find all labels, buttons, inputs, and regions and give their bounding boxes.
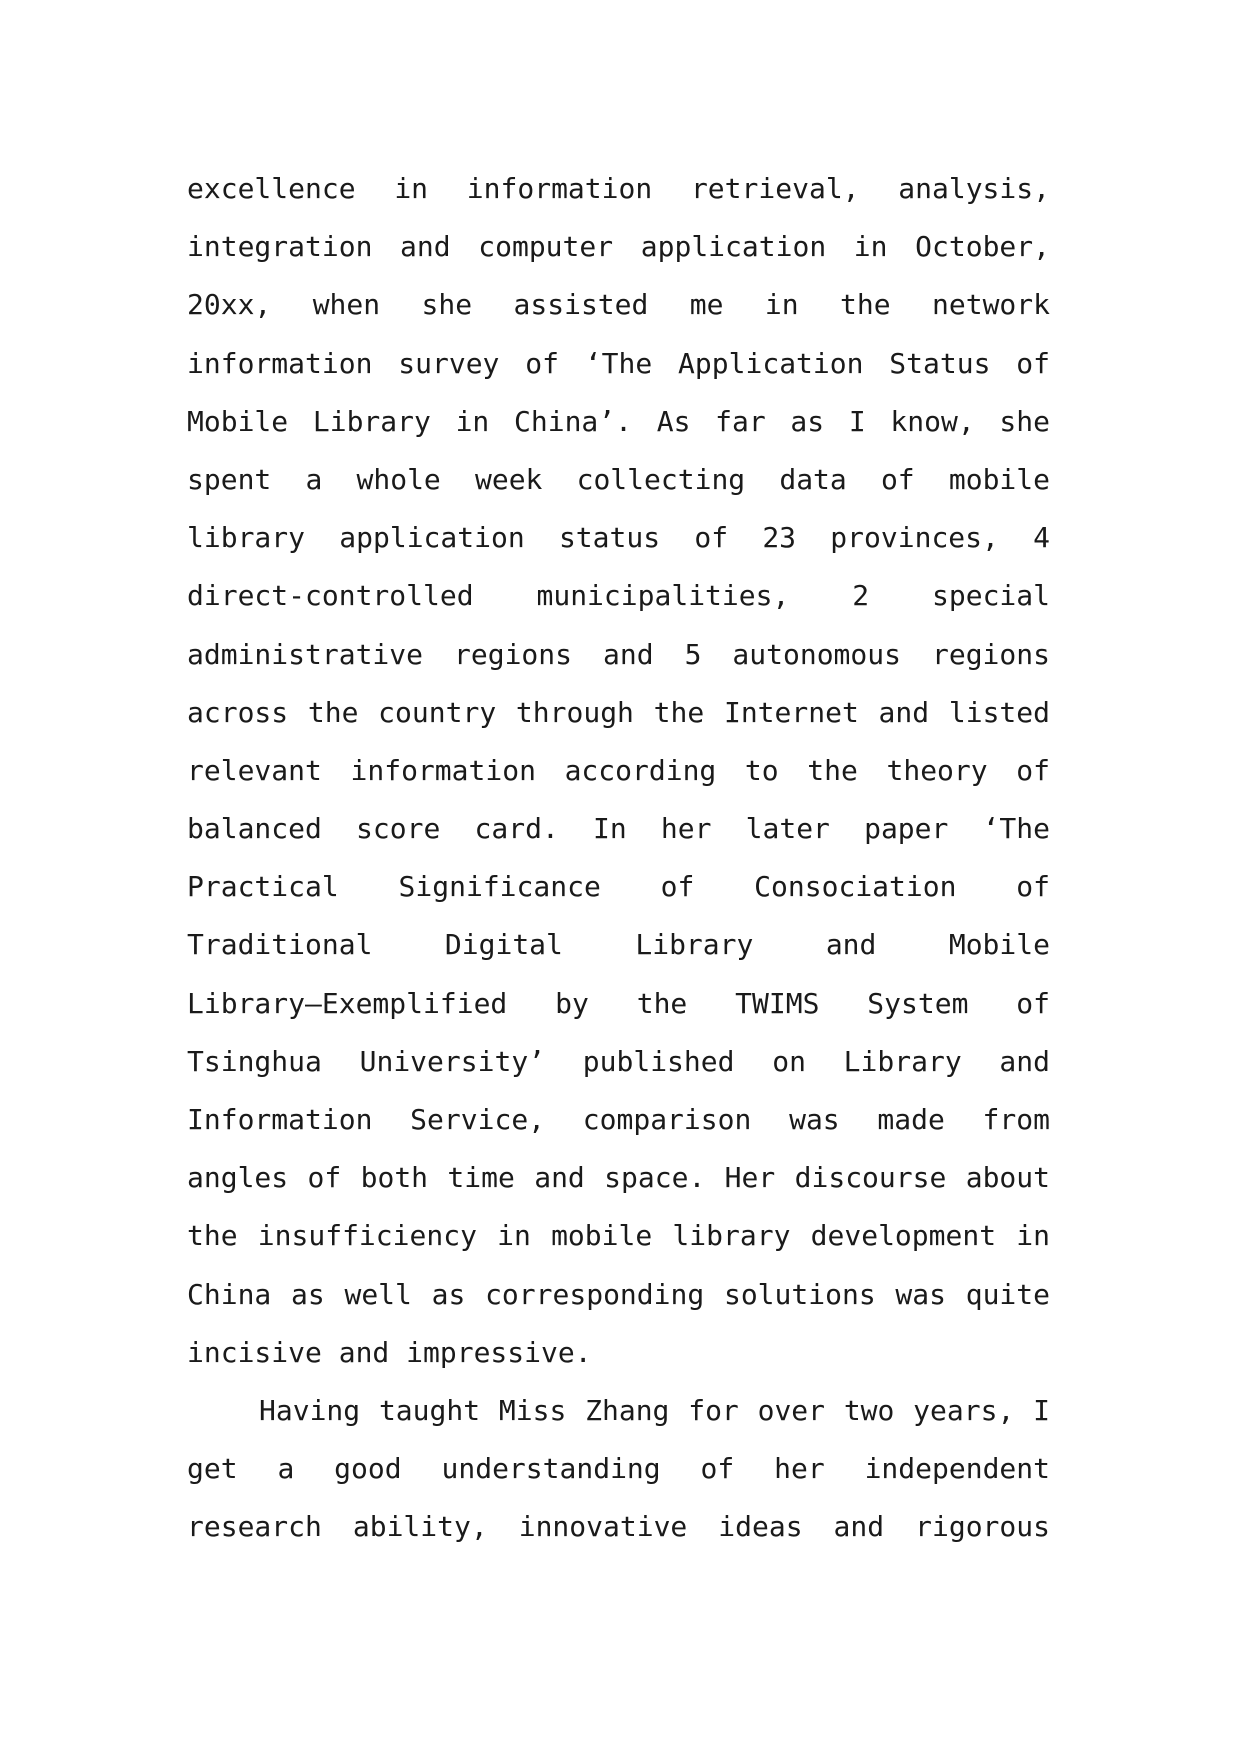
text-line: get a good understanding of her independent — [187, 1452, 1050, 1486]
text-line: angles of both time and space. Her discourse about — [187, 1161, 1050, 1195]
text-line: excellence in information retrieval, analysis, — [187, 172, 1050, 205]
text-line: administrative regions and 5 autonomous regions — [187, 637, 1050, 671]
text-line: information survey of ‘The Application Status of — [187, 346, 1050, 380]
text-line: China as well as corresponding solutions was quite — [187, 1277, 1050, 1311]
text-line: Information Service, comparison was made from — [187, 1103, 1050, 1136]
text-line: research ability, innovative ideas and rigorous — [187, 1510, 1050, 1544]
text-line: Traditional Digital Library and Mobile — [187, 928, 1050, 962]
text-line: integration and computer application in October, — [187, 230, 1050, 264]
text-line: incisive and impressive. — [187, 1335, 592, 1369]
text-line: direct-controlled municipalities, 2 special — [187, 579, 1050, 613]
body-text — [187, 160, 1050, 1557]
text-line: Tsinghua University’ published on Library and — [187, 1044, 1050, 1078]
text-line: Mobile Library in China’. As far as I know, she — [187, 404, 1050, 438]
text-line: across the country through the Internet and listed — [187, 695, 1050, 729]
text-line: balanced score card. In her later paper ‘The — [187, 812, 1050, 846]
text-line: Having taught Miss Zhang for over two years, I — [259, 1393, 1050, 1427]
text-line: Practical Significance of Consociation of — [187, 870, 1050, 904]
text-line: 20xx, when she assisted me in the network — [187, 288, 1050, 322]
paragraph-1 — [187, 160, 1050, 1382]
text-line: library application status of 23 provinces, 4 — [187, 521, 1050, 555]
text-line: Library—Exemplified by the TWIMS System of — [187, 986, 1050, 1020]
text-line: the insufficiency in mobile library development in — [187, 1219, 1050, 1253]
text-line: spent a whole week collecting data of mobile — [187, 462, 1050, 496]
text-line: relevant information according to the theory of — [187, 753, 1050, 787]
paragraph-2 — [187, 1382, 1050, 1557]
